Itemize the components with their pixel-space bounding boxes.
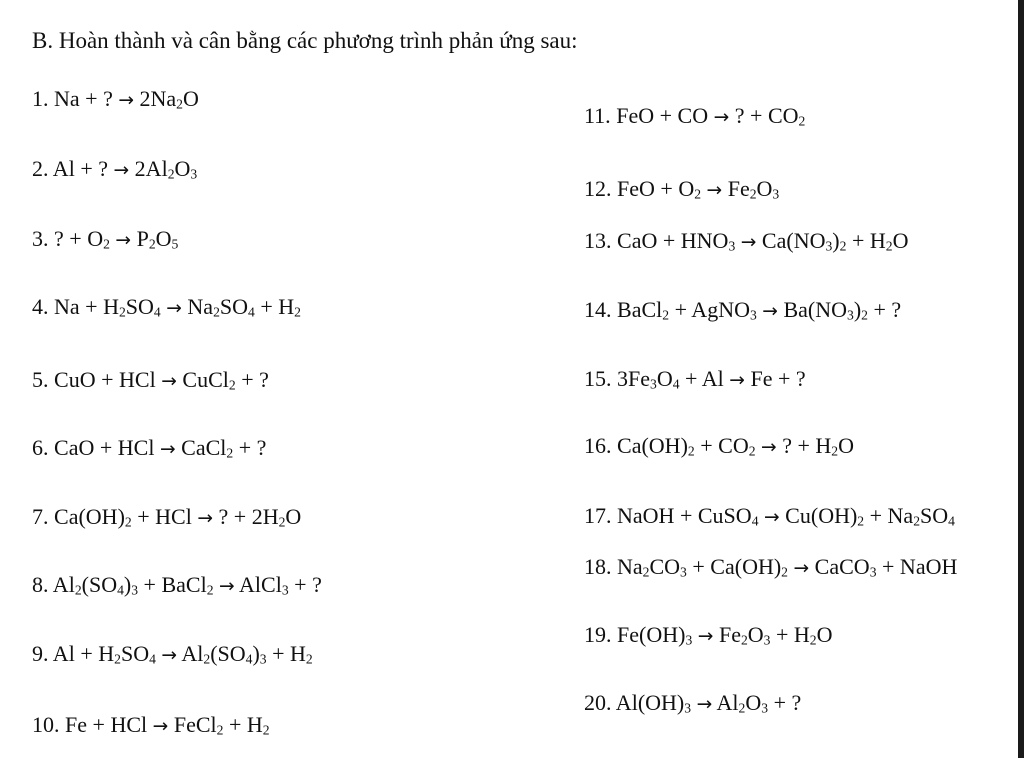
equation-text: Na + ? → $2Na_2O$	[54, 86, 199, 112]
equation-20	[584, 692, 801, 715]
equation-4	[32, 296, 301, 319]
equation-number: 6.	[32, 435, 49, 460]
equation-text: $Ca(OH)_2 + CO_2$ → ? + $H_2O$	[617, 433, 854, 459]
equation-text: $Ca(OH)_2$ + HCl → ? + $2H_2O$	[54, 504, 302, 530]
page-edge-border	[1018, 0, 1024, 758]
equation-number: 10.	[32, 712, 60, 737]
equation-text: NaOH + CuSO$_4$ → $Cu(OH)_2 + Na_2SO_4$	[617, 503, 955, 529]
equation-text: ? + $O_2 \to P_2O_5$	[54, 226, 179, 252]
equation-number: 7.	[32, 504, 49, 529]
equation-text: CuO + HCl → CuCl$_2$ + ?	[54, 367, 269, 393]
exercise-heading: B. Hoàn thành và cân bằng các phương trình phản ứng sau:	[32, 28, 578, 53]
equation-number: 12.	[584, 176, 612, 201]
equation-number: 2.	[32, 156, 49, 181]
equation-text: CaO + HCl → CaCl$_2$ + ?	[54, 435, 267, 461]
equation-8	[32, 574, 322, 597]
equation-number: 14.	[584, 297, 612, 322]
equation-number: 1.	[32, 86, 49, 111]
equation-number: 17.	[584, 503, 612, 528]
equation-number: 11.	[584, 103, 611, 128]
equation-number: 13.	[584, 228, 612, 253]
equation-text: $Al_2(SO_4)_3$ + BaCl$_2$ → AlCl$_3$ + ?	[52, 572, 322, 598]
equation-3	[32, 228, 178, 251]
equation-1	[32, 88, 199, 111]
equation-number: 4.	[32, 294, 49, 319]
equation-18	[584, 556, 957, 579]
equation-number: 9.	[32, 641, 49, 666]
equation-text: CaO + $HNO_3 \to Ca(NO_3)_2 + H_2O$	[617, 228, 909, 254]
equation-text: BaCl$_2$ + AgNO$_3$ → $Ba(NO_3)_2$ + ?	[617, 297, 902, 323]
equation-number: 8.	[32, 572, 49, 597]
equation-text: $Na + H_2SO_4 \to Na_2SO_4 + H_2$	[54, 294, 301, 320]
equation-11	[584, 105, 805, 128]
equation-number: 16.	[584, 433, 612, 458]
equation-text: $Al(OH)_3 \to Al_2O_3$ + ?	[615, 690, 802, 716]
equation-text: $Fe(OH)_3 \to Fe_2O_3 + H_2O$	[617, 622, 833, 648]
equation-number: 3.	[32, 226, 49, 251]
equation-10	[32, 714, 270, 737]
equation-16	[584, 435, 854, 458]
equation-text: $Al + H_2SO_4 \to Al_2(SO_4)_3 + H_2$	[52, 641, 313, 667]
equation-number: 19.	[584, 622, 612, 647]
equation-text: $3Fe_3O_4 + Al \to Fe$ + ?	[617, 366, 806, 392]
equation-number: 20.	[584, 690, 612, 715]
equation-17	[584, 505, 955, 528]
equation-text: FeO + CO → ? + $CO_2$	[616, 103, 806, 129]
equation-6	[32, 437, 266, 460]
equation-text: $Na_2CO_3 + Ca(OH)_2$ → CaCO$_3$ + NaOH	[617, 554, 958, 580]
equation-15	[584, 368, 806, 391]
equation-number: 18.	[584, 554, 612, 579]
equation-2	[32, 158, 197, 181]
equation-text: Fe + HCl → FeCl$_2$ + $H_2$	[65, 712, 270, 738]
equation-9	[32, 643, 313, 666]
equation-7	[32, 506, 301, 529]
equation-19	[584, 624, 832, 647]
equation-number: 5.	[32, 367, 49, 392]
equation-13	[584, 230, 908, 253]
equation-number: 15.	[584, 366, 612, 391]
equation-text: FeO + $O_2 \to Fe_2O_3$	[617, 176, 780, 202]
equation-12	[584, 178, 779, 201]
equation-5	[32, 369, 269, 392]
equation-text: Al + ? → $2Al_2O_3$	[52, 156, 198, 182]
equation-14	[584, 299, 901, 322]
